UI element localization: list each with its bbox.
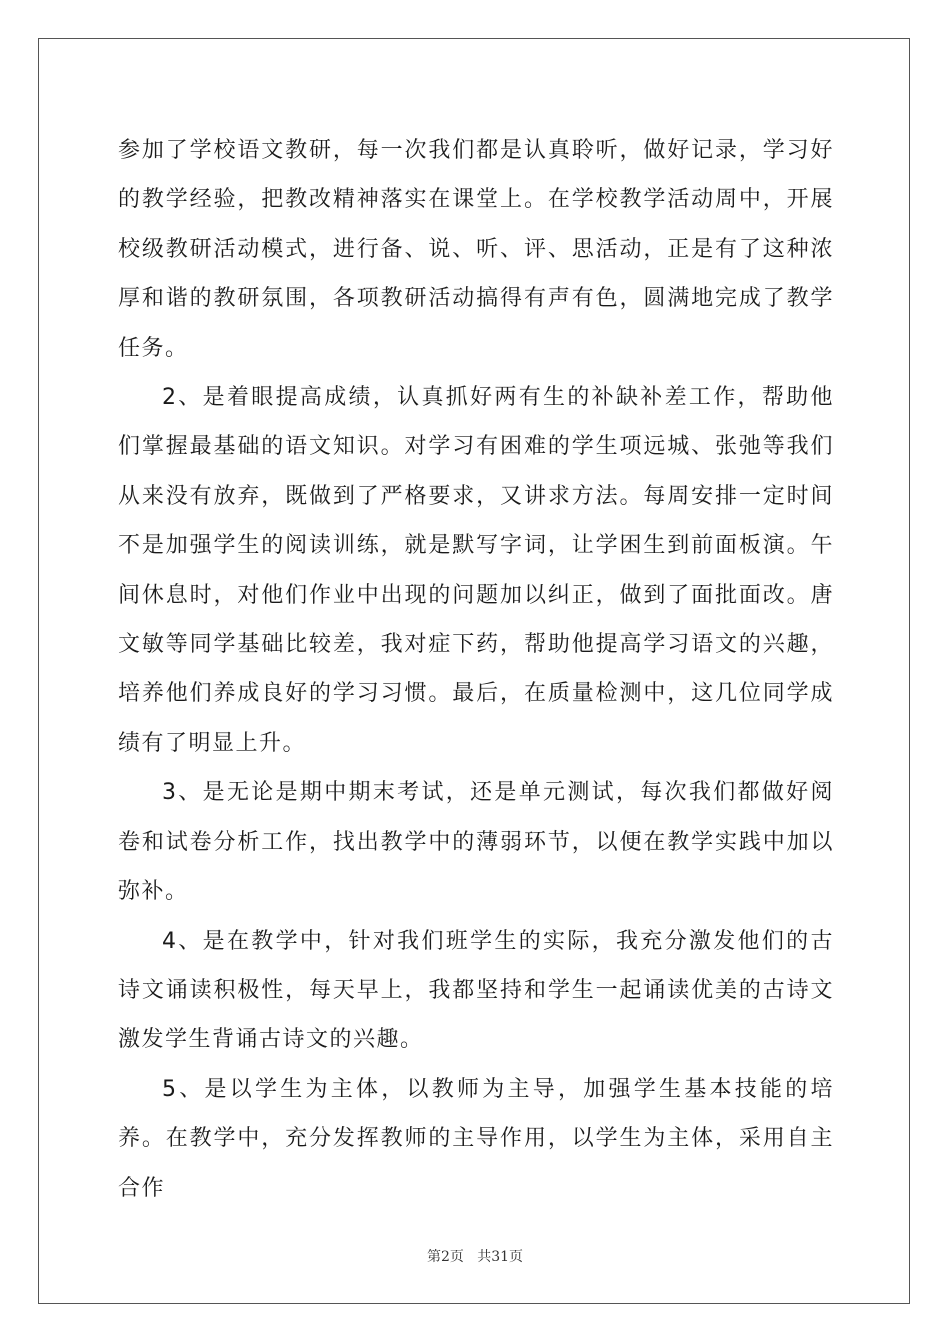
paragraph-1: 参加了学校语文教研，每一次我们都是认真聆听，做好记录，学习好的教学经验，把教改精神落实在课堂上。在学校教学活动周中，开展校级教研活动模式，进行备、说、听、评、思活动，正是有了这种浓厚和谐的教研氛围，各项教研活动搞得有声有色，圆满地完成了教学任务。 bbox=[118, 138, 834, 361]
paragraph-4: 4、是在教学中，针对我们班学生的实际，我充分激发他们的古诗文诵读积极性，每天早上，我都坚持和学生一起诵读优美的古诗文激发学生背诵古诗文的兴趣。 bbox=[118, 928, 834, 1053]
paragraph-5: 5、是以学生为主体，以教师为主导，加强学生基本技能的培养。在教学中，充分发挥教师的主导作用，以学生为主体，采用自主合作 bbox=[118, 1076, 834, 1201]
page-number-footer: 第2页 共31页 bbox=[426, 1249, 524, 1265]
document-body bbox=[118, 126, 834, 1213]
paragraph-3: 3、是无论是期中期末考试，还是单元测试，每次我们都做好阅卷和试卷分析工作，找出教学中的薄弱环节，以便在教学实践中加以弥补。 bbox=[118, 780, 834, 905]
paragraph-2: 2、是着眼提高成绩，认真抓好两有生的补缺补差工作，帮助他们掌握最基础的语文知识。对学习有困难的学生项远城、张弛等我们从来没有放弃，既做到了严格要求，又讲求方法。每周安排一定时间不是加强学生的阅读训练，就是默写字词，让学困生到前面板演。午间休息时，对他们作业中出现的问题加以纠正，做到了面批面改。唐文敏等同学基础比较差，我对症下药，帮助他提高学习语文的兴趣，培养他们养成良好的学习习惯。最后，在质量检测中，这几位同学成绩有了明显上升。 bbox=[118, 385, 834, 756]
